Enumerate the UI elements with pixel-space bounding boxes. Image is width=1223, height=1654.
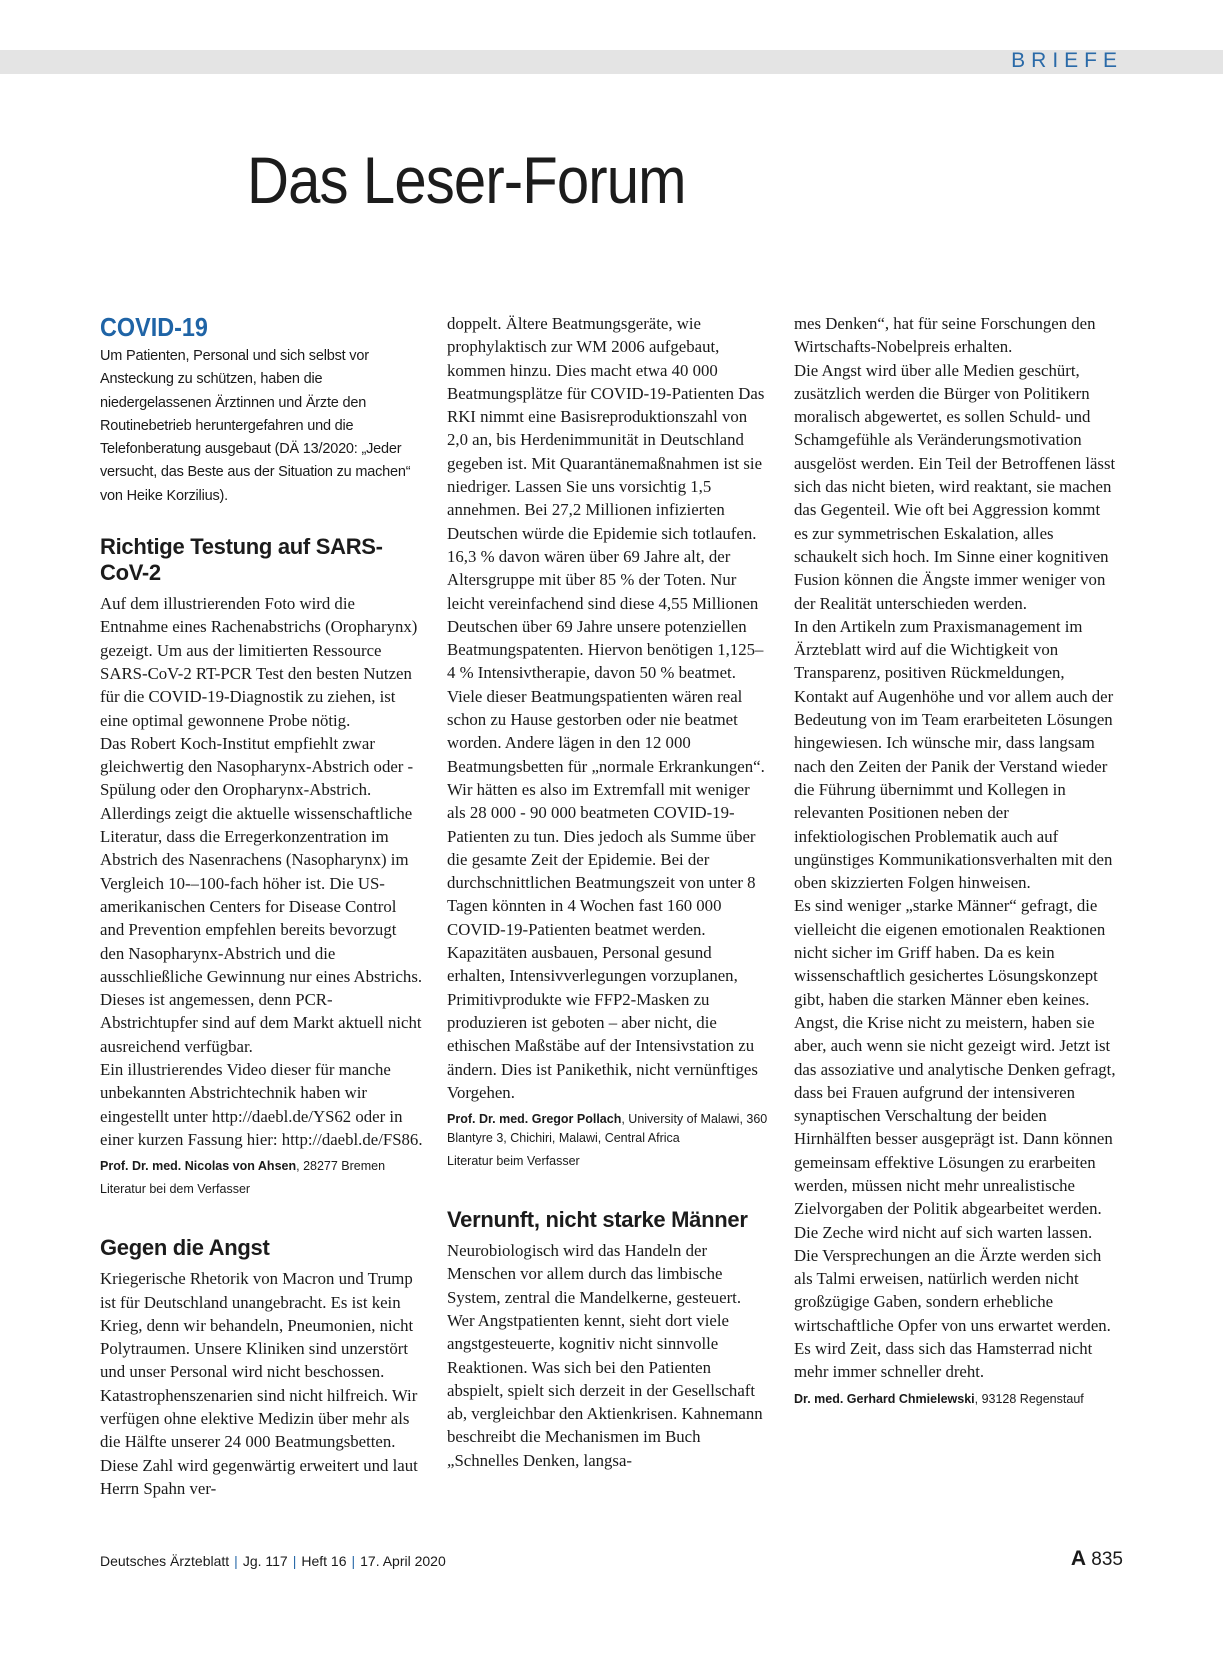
journal-volume: Jg. 117: [242, 1553, 288, 1569]
section-label: BRIEFE: [1011, 49, 1123, 72]
paragraph: 16,3 % davon wären über 69 Jahre alt, der Altersgruppe mit über 85 % der Toten. Nur leicht vereinfachend sind diese 4,55 Millionen Deutschen über 69 Jahre unsere potenziellen Beatmungspatenten. Hiervon benötigen 1,125–4 % Intensivtherapie, davon 50 % beatmet. Viele dieser Beatmungspatienten wären real schon zu Hause gestorben oder nie beatmet worden. Andere lägen in den 12 000 Beatmungsbetten für „normale Erkrankungen“. Wir hätten es also im Extremfall mit weniger als 28 000 - 90 000 beatmeten COVID-19-Patienten zu tun. Dies jedoch als Summe über die gesamte Zeit der Epidemie. Bei der durchschnittlichen Beatmungszeit von unter 8 Tagen könnten in 4 Wochen fast 160 000 COVID-19-Patienten beatmet werden.: [447, 546, 765, 939]
author-location: , 93128 Regenstauf: [974, 1391, 1084, 1406]
paragraph: In den Artikeln zum Praxismanagement im Ärzteblatt wird auf die Wichtigkeit von Transparenz, positiven Rückmeldungen, Kontakt auf Augenhöhe und vor allem auch der Bedeutung von im Team erarbeiteten Lösungen hingewiesen. Ich wünsche mir, dass langsam nach den Zeiten der Panik der Verstand wieder die Führung übernimmt und Kollegen in relevanten Positionen neben der infektiologischen Problematik auch auf ungünstiges Kommunikationsverhalten mit den oben skizzierten Folgen hinweisen.: [794, 616, 1114, 893]
topic-heading: COVID-19: [100, 312, 208, 342]
literature-note: Literatur beim Verfasser: [447, 1154, 580, 1169]
paragraph: Kriegerische Rhetorik von Macron und Trump ist für Deutschland unangebracht. Es ist kein Krieg, denn wir behandeln, Pneumonien, nicht Polytraumen. Unsere Kliniken sind unzerstört und unser Personal wird nicht beschossen.: [100, 1269, 414, 1382]
literature-note: Literatur bei dem Verfasser: [100, 1182, 251, 1197]
paragraph: Katastrophenszenarien sind nicht hilfreich. Wir verfügen ohne elektive Medizin über mehr als die Hälfte unserer 24 000 Beatmungsbetten. Diese Zahl wird gegenwärtig erweitert und laut Herrn Spahn ver-: [100, 1385, 418, 1498]
page-title: Das Leser-Forum: [247, 143, 686, 217]
paragraph: Kapazitäten ausbauen, Personal gesund erhalten, Intensivverlegungen vorzuplanen, Primitivprodukte wie FFP2-Masken zu produzieren ist geboten – aber nicht, die ethischen Maßstäbe auf der Intensivstation zu ändern. Dies ist Panikethik, nicht vernünftiges Vorgehen.: [447, 943, 758, 1102]
paragraph: Es sind weniger „starke Männer“ gefragt, die vielleicht die eigenen emotionalen Reaktionen nicht sicher im Griff haben. Da es kein wissenschaftlich gesichertes Lösungskonzept gibt, haben die starken Männer eben keines. Angst, die Krise nicht zu meistern, haben sie aber, auch wenn sie nicht gezeigt wird. Jetzt ist das assoziative und analytische Denken gefragt, dass bei Frauen aufgrund der intensiveren synaptischen Verschaltung der beiden Hirnhälften besser ausgeprägt ist. Dann können gemeinsam effektive Lösungen zu erarbeiten werden, müssen nicht mehr unrealistische Zielvorgaben der Politik abgearbeitet werden.: [794, 896, 1116, 1219]
journal-issue: Heft 16: [301, 1553, 347, 1569]
page-number: [1071, 1547, 1123, 1571]
paragraph: Ein illustrierendes Video dieser für manche unbekannten Abstrichtechnik haben wir eingestellt unter http://daebl.de/YS62 oder in einer kurzen Fassung hier: http://daebl.de/FS86.: [100, 1060, 423, 1149]
column-3: [794, 312, 1117, 1409]
letter-heading: Richtige Testung auf SARS-CoV-2: [100, 534, 383, 586]
paragraph: mes Denken“, hat für seine Forschungen den Wirtschafts-Nobelpreis erhalten.: [794, 314, 1096, 357]
author-name: Prof. Dr. med. Gregor Pollach: [447, 1112, 622, 1127]
paragraph: Auf dem illustrierenden Foto wird die Entnahme eines Rachenabstrichs (Oropharynx) gezeigt. Um aus der limitierten Ressource SARS-CoV-2 RT-PCR Test den besten Nutzen für die COVID-19-Diagnostik zu ziehen, ist eine optimal gewonnene Probe nötig.: [100, 594, 418, 730]
author-name: Dr. med. Gerhard Chmielewski: [794, 1391, 975, 1406]
paragraph: Die Angst wird über alle Medien geschürt, zusätzlich werden die Bürger von Politikern moralisch abgewertet, es sollen Schuld- und Schamgefühle als Veränderungsmotivation ausgelöst werden. Ein Teil der Betroffenen lässt sich das nicht bieten, wird reaktant, sie machen das Gegenteil. Wie oft bei Aggression kommt es zur symmetrischen Eskalation, alles schaukelt sich hoch. Im Sinne einer kognitiven Fusion können die Ängste immer weniger von der Realität unterschieden werden.: [794, 360, 1116, 613]
author-location: , University of Malawi, 360 Blantyre 3, Chichiri, Malawi, Central Africa: [447, 1112, 768, 1146]
page-number-value: 835: [1091, 1549, 1123, 1570]
paragraph: Die Zeche wird nicht auf sich warten lassen. Die Versprechungen an die Ärzte werden sich als Talmi erweisen, natürlich werden nicht großzügige Gaben, sondern erhebliche wirtschaftliche Opfer von uns erwartet werden. Es wird Zeit, dass sich das Hamsterrad nicht mehr immer schneller dreht.: [794, 1222, 1111, 1382]
author-location: , 28277 Bremen: [296, 1159, 386, 1174]
paragraph: doppelt. Ältere Beatmungsgeräte, wie prophylaktisch zur WM 2006 aufgebaut, kommen hinzu. Dies macht etwa 40 000 Beatmungsplätze für COVID-19-Patienten Das RKI nimmt eine Basisreproduktionszahl von 2,0 an, bis Herdenimmunität in Deutschland gegeben ist. Mit Quarantänemaßnahmen ist sie niedriger. Lassen Sie uns vorsichtig 1,5 annehmen. Bei 27,2 Millionen infizierten Deutschen würde die Epidemie sich totlaufen.: [447, 314, 765, 543]
journal-date: 17. April 2020: [360, 1553, 446, 1569]
letter-heading: Gegen die Angst: [100, 1235, 270, 1261]
column-1: [100, 312, 423, 1500]
author-signature: [447, 1110, 770, 1148]
author-signature: [100, 1157, 423, 1176]
column-2: [447, 312, 770, 1472]
author-signature: [794, 1390, 1117, 1409]
letter-heading: Vernunft, nicht starke Männer: [447, 1207, 748, 1233]
paragraph: Das Robert Koch-Institut empfiehlt zwar gleichwertig den Nasopharynx-Abstrich oder -Spülung oder den Oropharynx-Abstrich. Allerdings zeigt die aktuelle wissenschaftliche Literatur, dass die Erregerkonzentration im Abstrich des Nasenrachens (Nasopharynx) im Vergleich 10-–100-fach höher ist. Die US-amerikanischen Centers for Disease Control and Prevention empfehlen bereits bevorzugt den Nasopharynx-Abstrich und die ausschließliche Gewinnung nur eines Abstrichs. Dieses ist angemessen, denn PCR-Abstrichtupfer sind auf dem Markt aktuell nicht ausreichend verfügbar.: [100, 733, 423, 1056]
footer-citation: Deutsches Ärzteblatt | Jg. 117 | Heft 16 | 17. April 2020: [100, 1553, 446, 1569]
topic-intro: Um Patienten, Personal und sich selbst vor Ansteckung zu schützen, haben die niedergelassenen Ärztinnen und Ärzte den Routinebetrieb heruntergefahren und die Telefonberatung ausgebaut (DÄ 13/2020: „Jeder versucht, das Beste aus der Situation zu machen“ von Heike Korzilius).: [100, 348, 411, 504]
author-name: Prof. Dr. med. Nicolas von Ahsen: [100, 1159, 297, 1174]
journal-name: Deutsches Ärzteblatt: [100, 1553, 230, 1569]
page-prefix: A: [1070, 1547, 1087, 1570]
paragraph: Neurobiologisch wird das Handeln der Menschen vor allem durch das limbische System, zentral die Mandelkerne, gesteuert. Wer Angstpatienten kennt, sieht dort viele angstgesteuerte, kognitiv nicht sinnvolle Reaktionen. Was sich bei den Patienten abspielt, spielt sich derzeit in der Gesellschaft ab, vergleichbar den Aktienkrisen. Kahnemann beschreibt die Mechanismen im Buch „Schnelles Denken, langsa-: [447, 1241, 763, 1470]
